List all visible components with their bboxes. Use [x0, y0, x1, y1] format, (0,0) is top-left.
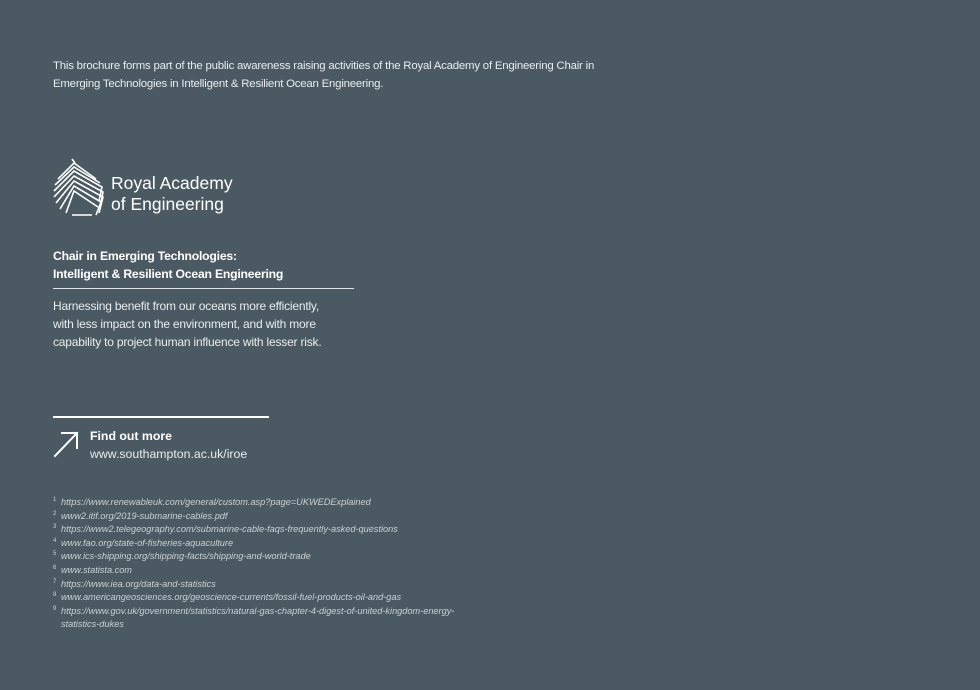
reference-item[interactable]: 4 www.fao.org/state-of-fisheries-aquaculture: [53, 537, 234, 548]
description: [53, 297, 383, 351]
chair-title-line-1: Chair in Emerging Technologies:: [53, 249, 237, 263]
description-line-2: with less impact on the environment, and with more: [53, 317, 316, 331]
reference-item[interactable]: 8 www.americangeosciences.org/geoscience-currents/fossil-fuel-products-oil-and-gas: [53, 592, 402, 603]
intro-text: This brochure forms part of the public awareness raising activities of the Royal Academy of Engineering Chair in Emerging Technologies in Intelligent & Resilient Ocean Engineering.: [53, 60, 595, 90]
chair-title-line-2: Intelligent & Resilient Ocean Engineering: [53, 266, 284, 281]
royal-academy-logo-icon: [52, 157, 106, 217]
reference-item[interactable]: 9 https://www.gov.uk/government/statistics/natural-gas-chapter-4-digest-of-united-kingdom-energy-statistics-dukes: [53, 605, 455, 630]
logo-line-2: of Engineering: [111, 194, 224, 214]
arrow-up-right-icon: [52, 429, 80, 459]
divider: [53, 416, 269, 418]
reference-item[interactable]: 7 https://www.iea.org/data-and-statistics: [53, 578, 216, 589]
reference-item[interactable]: 3 https://www2.telegeography.com/submarine-cable-faqs-frequently-asked-questions: [53, 524, 398, 535]
reference-item[interactable]: 2 www2.itif.org/2019-submarine-cables.pdf: [53, 510, 228, 521]
royal-academy-logo: [52, 157, 292, 219]
reference-item[interactable]: 1 https://www.renewableuk.com/general/custom.asp?page=UKWEDExplained: [53, 497, 371, 507]
find-out-more-label: Find out more: [90, 429, 172, 443]
reference-item[interactable]: 5 www.ics-shipping.org/shipping-facts/shipping-and-world-trade: [53, 551, 311, 562]
description-line-1: Harnessing benefit from our oceans more efficiently,: [53, 299, 319, 313]
find-out-more-link[interactable]: www.southampton.ac.uk/iroe: [90, 447, 248, 461]
chair-title: [53, 248, 373, 283]
references-list: [53, 496, 483, 632]
description-line-3: capability to project human influence with lesser risk.: [53, 335, 322, 349]
divider: [53, 288, 354, 289]
reference-item[interactable]: 6 www.statista.com: [53, 564, 132, 575]
logo-line-1: Royal Academy: [111, 173, 233, 193]
